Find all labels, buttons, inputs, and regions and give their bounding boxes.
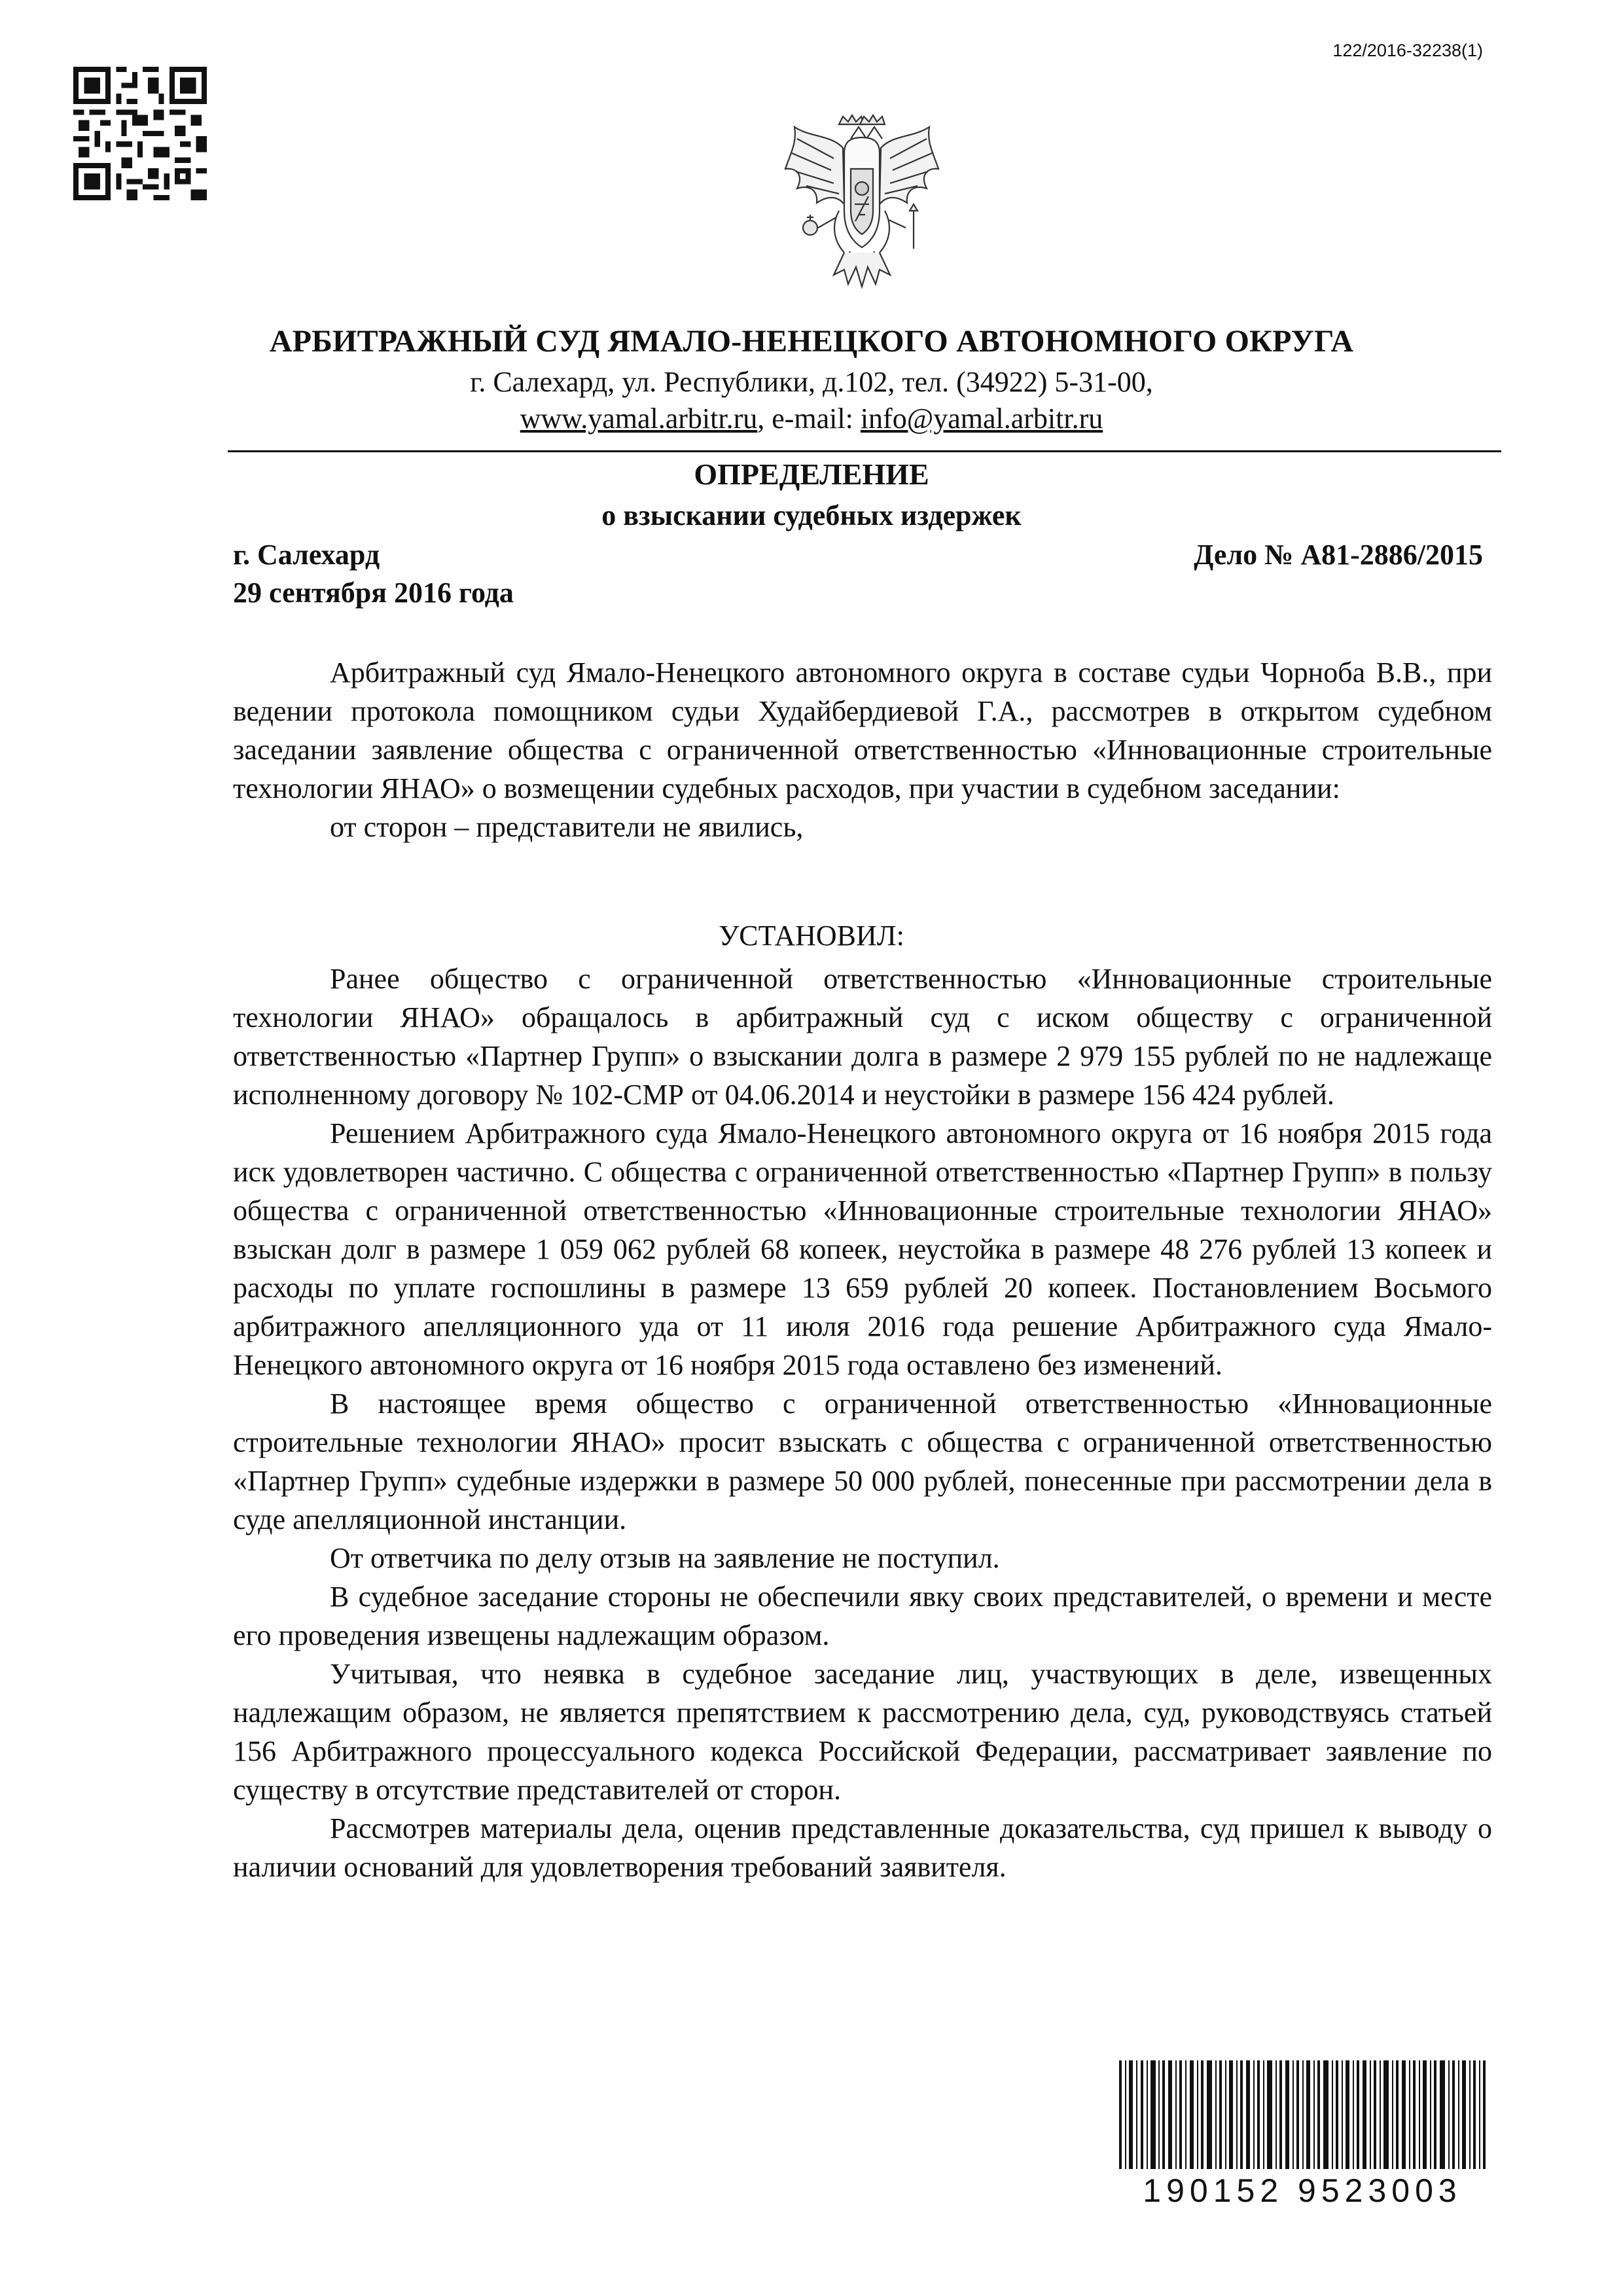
body-paragraph: В судебное заседание стороны не обеспечили явку своих представителей, о времени и месте его проведения извещены надлежащим образом.: [233, 1581, 1492, 1651]
header-divider: [228, 450, 1501, 452]
court-name: АРБИТРАЖНЫЙ СУД ЯМАЛО-НЕНЕЦКОГО АВТОНОМНОГО ОКРУГА: [269, 324, 1354, 359]
body-paragraph: Учитывая, что неявка в судебное заседание лиц, участвующих в деле, извещенных надлежащим образом, не является препятствием к рассмотрению дела, суд, руководствуясь статьей 156 Арбитражного процессуального кодекса Российской Федерации, рассматривает заявление по существу в отсутствие представителей от сторон.: [233, 1658, 1492, 1806]
barcode-icon: [1119, 2060, 1486, 2169]
body-section: [233, 960, 1492, 1886]
intro-paragraph: от сторон – представители не явились,: [330, 811, 804, 843]
document-title: ОПРЕДЕЛЕНИЕ: [694, 457, 929, 491]
body-paragraph: В настоящее время общество с ограниченной ответственностью «Инновационные строительные технологии ЯНАО» просит взыскать с общества с ограниченной ответственностью «Партнер Групп» судебные издержки в размере 50 000 рублей, понесенные при рассмотрении дела в суде апелляционной инстанции.: [233, 1388, 1492, 1535]
body-paragraph: От ответчика по делу отзыв на заявление не поступил.: [330, 1542, 1000, 1574]
body-paragraph: Решением Арбитражного суда Ямало-Ненецкого автономного округа от 16 ноября 2015 года иск удовлетворен частично. С общества с ограниченной ответственностью «Партнер Групп» в пользу общества с ограниченной ответственностью «Инновационные строительные технологии ЯНАО» взыскан долг в размере 1 059 062 рублей 68 копеек, неустойка в размере 48 276 рублей 13 копеек и расходы по уплате госпошлины в размере 13 659 рублей 20 копеек. Постановлением Восьмого арбитражного апелляционного уда от 11 июля 2016 года решение Арбитражного суда Ямало-Ненецкого автономного округа от 16 ноября 2015 года оставлено без изменений.: [233, 1117, 1492, 1381]
court-address: г. Салехард, ул. Республики, д.102, тел. (34922) 5-31-00,: [470, 366, 1153, 398]
court-contacts: [0, 402, 1623, 435]
body-paragraph: Рассмотрев материалы дела, оценив представленные доказательства, суд пришел к выводу о наличии оснований для удовлетворения требований заявителя.: [233, 1812, 1492, 1883]
barcode-number: 190152 9523003: [1143, 2172, 1462, 2209]
qr-code-icon: [73, 67, 207, 200]
body-paragraph: Ранее общество с ограниченной ответственностью «Инновационные строительные технологии ЯНАО» обращалось в арбитражный суд с иском обществу с ограниченной ответственностью «Партнер Групп» о взыскании долга в размере 2 979 155 рублей по не надлежаще исполненному договору № 102-СМР от 04.06.2014 и неустойки в размере 156 424 рублей.: [233, 963, 1492, 1111]
court-website-link[interactable]: www.yamal.arbitr.ru: [520, 403, 758, 435]
document-date: 29 сентября 2016 года: [233, 577, 514, 609]
email-label: , e-mail:: [757, 403, 861, 435]
document-subtitle: о взыскании судебных издержек: [601, 499, 1022, 531]
document-place: г. Салехард: [233, 539, 380, 571]
case-number: Дело № А81-2886/2015: [1194, 539, 1483, 571]
court-email-link[interactable]: info@yamal.arbitr.ru: [860, 403, 1103, 435]
section-heading: УСТАНОВИЛ:: [719, 920, 904, 952]
document-id: 122/2016-32238(1): [1332, 41, 1483, 60]
state-emblem-icon: [771, 113, 953, 300]
intro-paragraph: Арбитражный суд Ямало-Ненецкого автономного округа в составе судьи Чорноба В.В., при ведении протокола помощником судьи Худайбердиевой Г.А., рассмотрев в открытом судебном заседании заявление общества с ограниченной ответственностью «Инновационные строительные технологии ЯНАО» о возмещении судебных расходов, при участии в судебном заседании:: [233, 656, 1492, 804]
intro-section: [233, 653, 1492, 846]
